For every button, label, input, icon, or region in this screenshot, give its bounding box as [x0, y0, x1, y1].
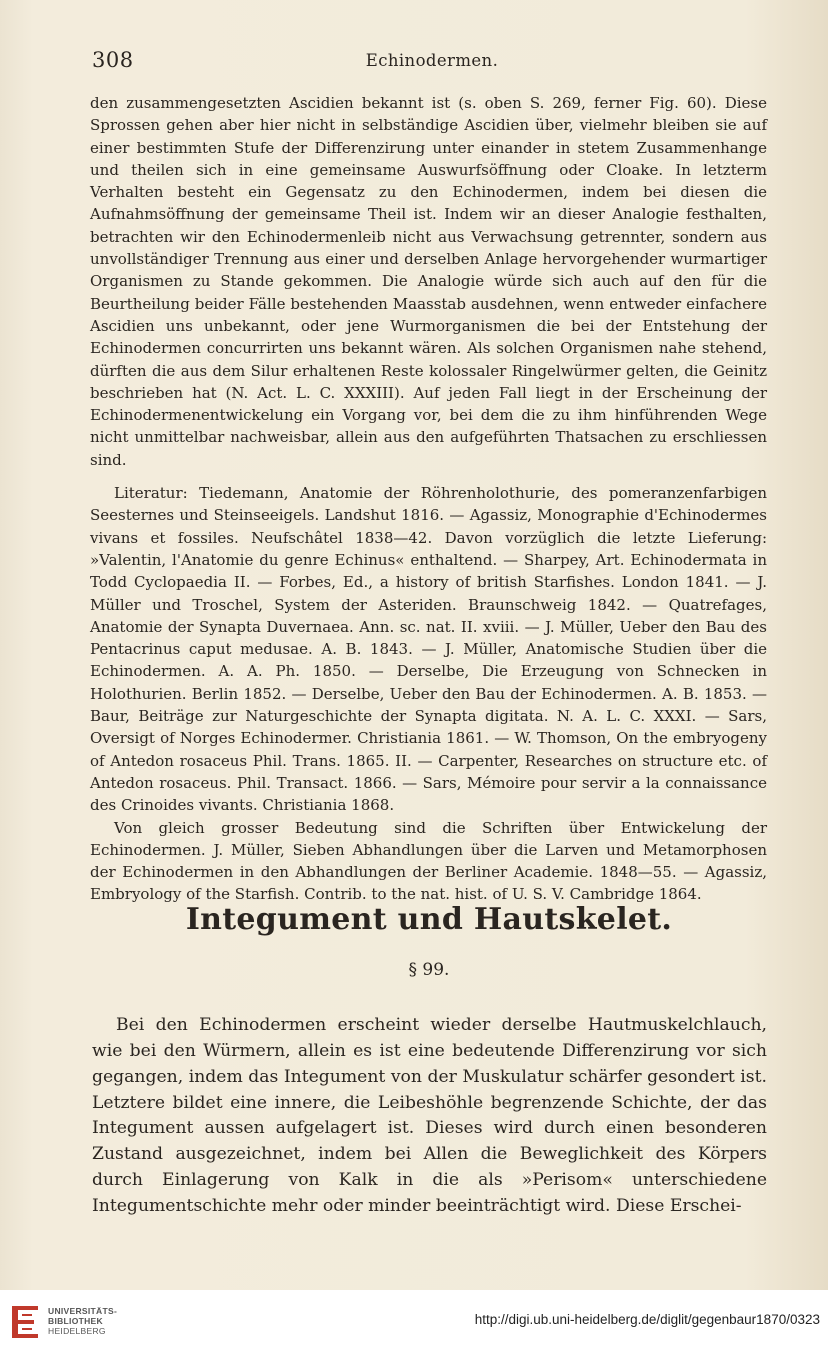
paragraph-continuation: den zusammengesetzten Ascidien bekannt ist (s. oben S. 269, ferner Fig. 60). Diese Sprossen gehen aber hier nicht in selbständige Ascidien über, vielmehr bleiben sie auf einer bestimmten Stufe der Differenzirung unter einander in stetem Zusammenhange und theilen sich in eine gemeinsame Auswurfsöffnung oder Cloake. In letzterm Verhalten besteht ein Gegensatz zu den Echinodermen, indem bei diesen die Aufnahmsöffnung der gemeinsame Theil ist. Indem wir an dieser Analogie festhalten, betrachten wir den Echinodermenleib nicht aus Verwachsung getrennter, sondern aus unvollständiger Trennung aus einer und derselben Anlage hervorgehender wurmartiger Organismen zu Stande gekommen. Die Analogie würde sich auch auf den für die Beurtheilung beider Fälle bestehenden Maasstab ausdehnen, wenn entweder einfachere Ascidien uns unbekannt, oder jene Wurmorganismen die bei der Entstehung der Echinodermen concurrirten uns bekannt wären. Als solchen Organismen nahe stehend, dürften die aus dem Silur erhaltenen Reste kolossaler Ringelwürmer gelten, die Geinitz beschrieben hat (N. Act. L. C. XXXIII). Auf jeden Fall liegt in der Erscheinung der Echinodermenentwickelung ein Vorgang vor, bei dem die zu ihm hinführenden Wege nicht unmittelbar nachweisbar, allein aus den aufgeführten Thatsachen zu erschliessen sind. [90, 94, 767, 469]
page-number: 308 [92, 48, 134, 72]
viewer-footer [0, 1290, 828, 1354]
library-name [48, 1306, 117, 1336]
literature-references: Literatur: Tiedemann, Anatomie der Röhrenholothurie, des pomeranzenfarbigen Seesternes und Steinseeigels. Landshut 1816. — Agassiz, Monographie d'Echinodermes vivans et fossiles. Neufschâtel 1838—42. Davon vorzüglich die letzte Lieferung: »Valentin, l'Anatomie du genre Echinus« enthaltend. — Sharpey, Art. Echinodermata in Todd Cyclopaedia II. — Forbes, Ed., a history of british Starfishes. London 1841. — J. Müller und Troschel, System der Asteriden. Braunschweig 1842. — Quatrefages, Anatomie der Synapta Duvernaea. Ann. sc. nat. II. xviii. — J. Müller, Ueber den Bau des Pentacrinus caput medusae. A. B. 1843. — J. Müller, Anatomische Studien über die Echinodermen. A. A. Ph. 1850. — Derselbe, Die Erzeugung von Schnecken in Holothurien. Berlin 1852. — Derselbe, Ueber den Bau der Echinodermen. A. B. 1853. — Baur, Beiträge zur Naturgeschichte der Synapta digitata. N. A. L. C. XXXI. — Sars, Oversigt of Norges Echinodermer. Christiania 1861. — W. Thomson, On the embryogeny of Antedon rosaceus Phil. Trans. 1865. II. — Carpenter, Researches on structure etc. of Antedon rosaceus. Phil. Transact. 1866. — Sars, Mémoire pour servir a la connaissance des Crinoides vivants. Christiania 1868. [90, 484, 767, 815]
library-emblem-icon [8, 1302, 42, 1342]
source-url-link[interactable]: http://digi.ub.uni-heidelberg.de/diglit/gegenbaur1870/0323 [474, 1312, 820, 1327]
library-name-line2: BIBLIOTHEK [48, 1316, 103, 1326]
section-number: § 99. [408, 960, 450, 980]
library-name-line1: UNIVERSITÄTS- [48, 1306, 118, 1316]
library-name-line3: HEIDELBERG [48, 1326, 106, 1336]
section-title: Integument und Hautskelet. [185, 902, 673, 937]
body-text [90, 92, 767, 906]
section-intro-paragraph: Bei den Echinodermen erscheint wieder derselbe Hautmuskelchlauch, wie bei den Würmern, allein es ist eine bedeutende Differenzirung vor sich gegangen, indem das Integument von der Muskulatur schärfer gesondert ist. Letztere bildet eine innere, die Leibeshöhle begrenzende Schichte, der das Integument aussen aufgelagert ist. Dieses wird durch einen besonderen Zustand ausgezeichnet, indem bei Allen die Beweglichkeit des Körpers durch Einlagerung von Kalk in die als »Perisom« unterschiedene Integumentschichte mehr oder minder beeinträchtigt wird. Diese Erschei- [92, 1015, 767, 1216]
literature-development: Von gleich grosser Bedeutung sind die Schriften über Entwickelung der Echinodermen. J. Müller, Sieben Abhandlungen über die Larven und Metamorphosen der Echinodermen in den Abhandlungen der Berliner Academie. 1848—55. — Agassiz, Embryology of the Starfish. Contrib. to the nat. hist. of U. S. V. Cambridge 1864. [90, 818, 767, 904]
page-header [92, 48, 772, 78]
running-title: Echinodermen. [365, 51, 499, 70]
